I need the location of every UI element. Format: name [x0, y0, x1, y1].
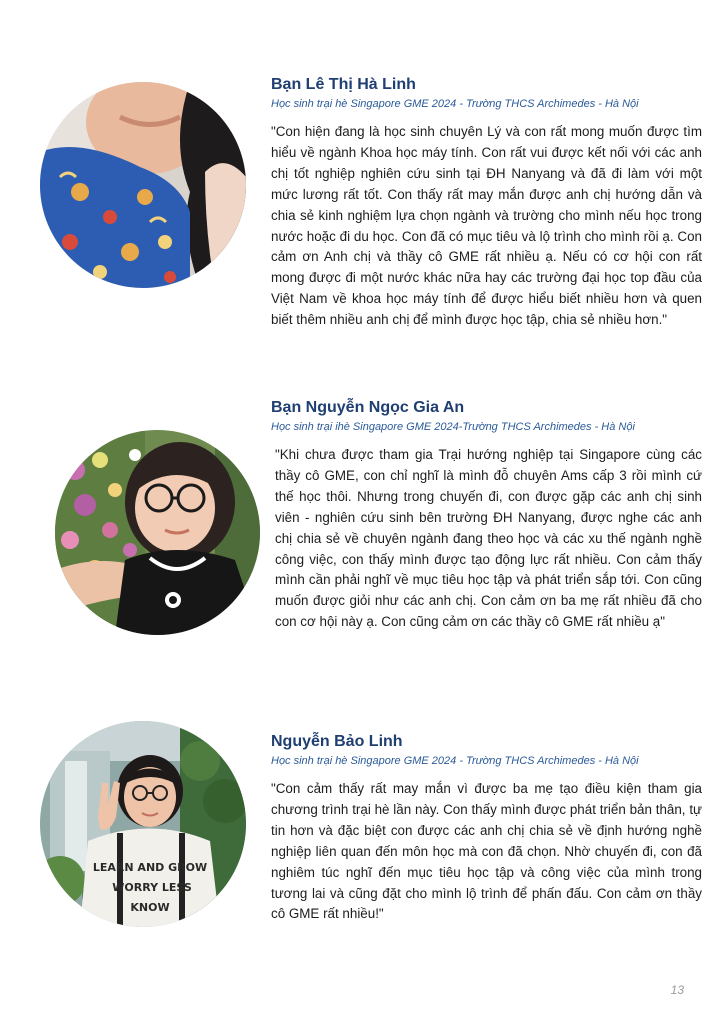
student-photo-1 [40, 82, 246, 288]
testimonial-1-text [271, 75, 702, 331]
shirt-text-3: KNOW [130, 901, 170, 914]
student-subtitle: Học sinh trại hè Singapore GME 2024 - Trường THCS Archimedes - Hà Nội [271, 98, 639, 110]
testimonial-3-text [271, 732, 702, 925]
student-photo-2 [55, 430, 260, 635]
student-name: Bạn Nguyễn Ngọc Gia An [271, 399, 465, 416]
student-name: Nguyễn Bảo Linh [271, 733, 403, 750]
student-quote: "Con hiện đang là học sinh chuyên Lý và con rất mong muốn được tìm hiểu về ngành Khoa học máy tính. Con rất vui được kết nối với các anh chị tốt nghiệp nghiên cứu sinh tại ĐH Nanyang và đã đi làm với một mức lương rất tốt. Con thấy rất may mắn được anh chị hướng dẫn và chia sẻ kinh nghiệm lựa chọn ngành và trường cho mình nếu học trong nước hoặc đi du học. Con đã có mục tiêu và lộ trình cho mình rồi ạ. Con cảm ơn Anh chị và thầy cô GME rất nhiều ạ. Nếu có cơ hội con rất mong được đi một nước khác nữa hay các trường đại học top đầu của Việt Nam về khoa học máy tính để được hiểu biết nhiều hơn và quen biết thêm nhiều anh chị để mình được học tập, chia sẻ nhiều hơn." [271, 124, 702, 328]
shirt-text-2: WORRY LESS [112, 881, 192, 894]
page-number: 13 [670, 983, 684, 997]
student-quote: "Khi chưa được tham gia Trại hướng nghiệp tại Singapore cùng các thầy cô GME, con chỉ nghĩ là mình đỗ chuyên Ams cấp 3 rồi mình cứ thế học thôi. Nhưng trong chuyến đi, con được gặp các anh chị sinh viên - nghiên cứu sinh bên trường ĐH Nanyang, được nghe các anh chị chia sẻ về chuyên ngành đang theo học và các xu thế ngành nghề công việc, con thấy mình được tạo động lực rất nhiều. Con cảm thấy mình cần phải nghĩ về mục tiêu học tập và phát triển sắp tới. Con cũng muốn được giỏi như các anh chị. Con cảm ơn ba mẹ rất nhiều đã cho con cơ hội này ạ. Con cũng cảm ơn các thầy cô GME rất nhiều ạ" [275, 447, 702, 630]
student-subtitle: Học sinh trại ihè Singapore GME 2024-Trường THCS Archimedes - Hà Nội [271, 421, 635, 433]
student-subtitle: Học sinh trại hè Singapore GME 2024 - Trường THCS Archimedes - Hà Nội [271, 755, 639, 767]
student-quote: "Con cảm thấy rất may mắn vì được ba mẹ tạo điều kiện tham gia chương trình trại hè lần này. Con thấy mình được phát triển bản thân, tự tin hơn và đặc biệt con được các anh chị chia sẻ về định hướng nghề nghiệp liên quan đến môn học mà con đã chọn. Nhờ chuyến đi, con đã nghiêm túc nghĩ đến mục tiêu học tập và công việc của mình trong tương lai và cũng đặt cho mình lộ trình để phấn đấu. Con cảm ơn thầy cô GME rất nhiều!" [271, 781, 702, 922]
testimonial-2-text [271, 398, 702, 633]
shirt-text-1: LEARN AND GROW [92, 861, 208, 874]
student-name: Bạn Lê Thị Hà Linh [271, 76, 416, 93]
student-photo-3 [40, 721, 246, 927]
